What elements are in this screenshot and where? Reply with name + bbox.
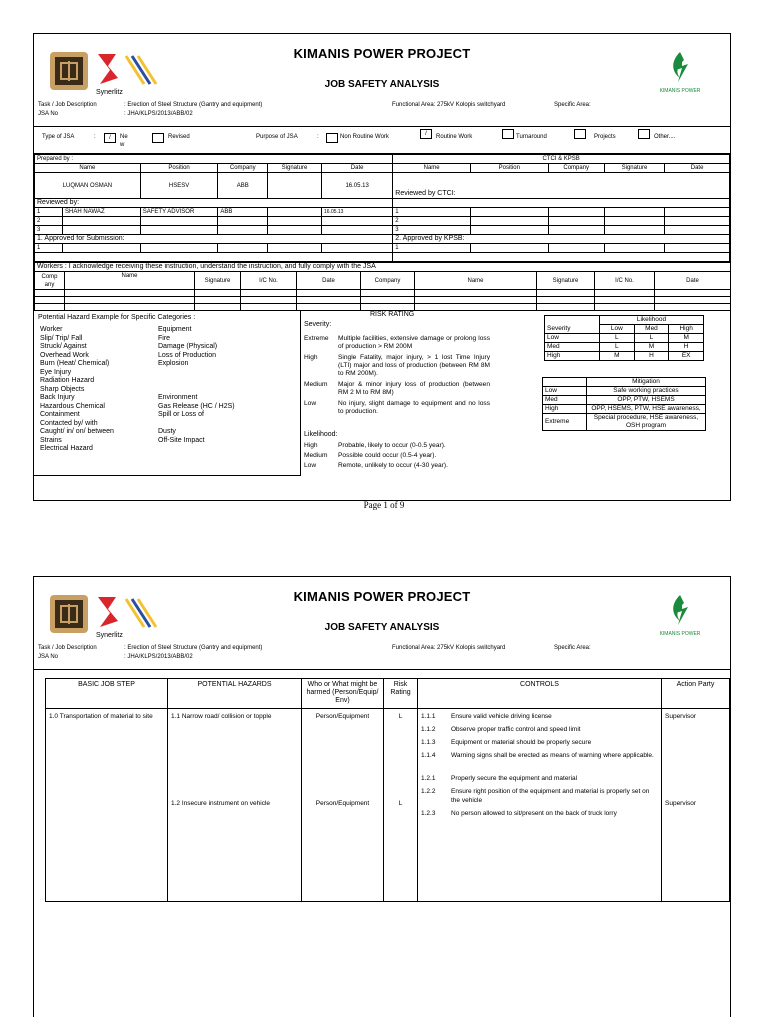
mitigation-text: OPP, PTW, HSEMS [587,396,706,405]
action-party: Supervisor [665,713,697,720]
hazard-example [158,369,298,378]
synerlitz-logo-text: Synerlitz [96,89,123,96]
matrix-title: Likelihood [600,316,704,325]
workers-col-name2: Name [415,272,537,290]
review-row [35,208,730,217]
matrix-col: High [669,325,704,334]
matrix-cell: L [600,334,635,343]
risk-rating: L [398,800,403,807]
likelihood-description: Possible could occur (0.5-4 year). [338,452,437,459]
likelihood-level: Low [304,462,317,469]
mitigation-level: Med [543,396,587,405]
hazard-example: Slip/ Trip/ Fall [40,334,83,342]
control-text: Properly secure the equipment and material [451,775,578,782]
purpose-label: Purpose of JSA [256,134,298,140]
hazard-example: Struck/ Against [40,343,87,350]
control-number: 1.1.3 [421,739,436,746]
prepared-signature[interactable] [268,173,322,199]
ctci-col-signature: Signature [604,164,664,173]
matrix-col: Med [634,325,669,334]
page-title: KIMANIS POWER PROJECT [293,46,471,61]
mitigation-text: Special procedure, HSE awareness, OSH program [587,414,706,431]
control-text: Warning signs shall be erected as means of warning where applicable. [451,752,654,759]
control-number: 1.1.2 [421,726,436,733]
hazard-example: Worker [40,326,63,333]
severity-level: Low [304,400,317,407]
hazard-example: Hazardous Chemical [40,402,105,410]
task-label: Task / Job Description [38,102,97,108]
matrix-row [545,334,704,343]
mitigation-row [543,387,706,396]
page-number: Page 1 of 9 [363,500,405,510]
matrix-row-label: High [545,352,600,361]
hazard-example: Loss of Production [158,351,216,359]
control-text: Ensure right position of the equipment and material is properly set on the vehicle [451,788,650,804]
kimanis-logo-text: KIMANIS POWER [659,631,701,637]
mitigation-row [543,414,706,431]
matrix-cell: M [669,334,704,343]
hazard-example: Sharp Objects [40,385,85,393]
job-step: 1.0 Transportation of material to site [46,709,168,902]
control-number: 1.2.2 [421,788,436,795]
control-item [421,809,658,818]
jsa-no-value: : JHA/KLPS/2013/ABB/02 [124,111,193,117]
purpose-colon: : [317,134,319,140]
approved-submission-label: 1. Approved for Submission: [35,235,393,244]
type-colon: : [94,134,96,140]
hazard-risk-section [34,311,730,483]
synerlitz-logo-text: Synerlitz [96,632,123,639]
mitigation-level: High [543,405,587,414]
mitigation-level: Low [543,387,587,396]
hazard-example: Strains [40,436,62,444]
non-routine-checkbox[interactable] [326,133,338,143]
kimanis-logo-text: KIMANIS POWER [659,88,701,94]
control-text: Observe proper traffic control and speed limit [451,726,581,733]
review-row-num: 2 [35,217,63,226]
matrix-col: Low [600,325,635,334]
who-harmed: Person/Equipment [315,713,370,720]
rating-row [304,400,490,416]
header-risk-rating: Risk Rating [384,679,418,709]
col-company: Company [218,164,268,173]
control-text: No person allowed to sit/present on the back of truck lorry [451,810,617,817]
severity-label: Severity: [304,321,332,328]
rating-row [304,335,490,351]
hazard-example: Spill or Loss of [158,411,204,418]
page-subtitle: JOB SAFETY ANALYSIS [324,79,440,90]
matrix-row-label: Low [545,334,600,343]
workers-col-ic2: I/C No. [595,272,655,290]
kimanis-power-logo [650,48,710,98]
hazard-example: Contacted by/ with [40,419,98,427]
workers-col-company2: Company [361,272,415,290]
functional-area: Functional Area: 275kV Kolopis switchyard [392,102,506,108]
ctci-row-num: 3 [393,226,471,235]
control-item [421,738,658,747]
hazard-example: Damage (Physical) [158,343,218,350]
mitigation-text: OPP, HSEMS, PTW, HSE awareness, [587,405,706,414]
hazard-item: 1.2 Insecure instrument on vehicle [171,800,270,807]
matrix-cell: M [634,343,669,352]
workers-table [34,262,731,311]
ctci-kpsb-label: CTCI & KPSB [393,155,730,164]
ctci-row-num: 2 [393,217,471,226]
non-routine-label: Non Routine Work [340,134,389,140]
review-row [35,226,730,235]
mitigation-text: Safe working practices [587,387,706,396]
routine-checkbox[interactable] [420,129,432,139]
severity-level: High [304,354,318,361]
header-controls: CONTROLS [418,679,662,709]
hazard-example: Containment [40,411,80,418]
likelihood-level: High [304,442,318,449]
projects-checkbox[interactable] [574,129,586,139]
mitigation-table [542,377,706,431]
workers-col-signature2: Signature [537,272,595,290]
review-row-num: 3 [35,226,63,235]
control-number: 1.2.3 [421,810,436,817]
prepared-name: LUQMAN OSMAN [35,173,141,199]
functional-area: Functional Area: 275kV Kolopis switchyard [392,645,506,651]
mitigation-row [543,396,706,405]
worker-hazard-list [40,326,158,454]
hazard-item: 1.1 Narrow road/ collision or topple [171,713,272,720]
job-info-bar [34,643,730,670]
hazard-example: Gas Release (HC / H2S) [158,402,235,410]
matrix-cell: EX [669,352,704,361]
risk-heading: RISK RATING [370,311,415,318]
type-new-mark: / [109,135,111,141]
hazard-example: Caught/ in/ on/ between [40,428,114,435]
likelihood-description: Probable, likely to occur (0-0.5 year). [338,442,446,449]
likelihood-level: Medium [304,452,328,459]
col-position: Position [140,164,218,173]
hazard-example [158,377,298,386]
task-value: : Erection of Steel Structure (Gantry and equipment) [124,102,263,108]
matrix-cell: L [634,334,669,343]
jsa-no-label: JSA No [38,111,59,117]
jsa-type-row [34,127,730,154]
type-revised-checkbox[interactable] [152,133,164,143]
hazard-example: Off-Site Impact [158,436,205,444]
hazard-example: Equipment [158,326,192,333]
control-item [421,751,658,760]
ctci-col-name: Name [393,164,471,173]
review-row [35,217,730,226]
hazard-example: Electrical Hazard [40,445,93,452]
approved-row-num: 1 [35,244,63,253]
turnaround-checkbox[interactable] [502,129,514,139]
severity-list [304,335,490,419]
workers-col-signature: Signature [195,272,241,290]
control-number: 1.1.1 [421,713,436,720]
matrix-cell: H [634,352,669,361]
ctci-row-num: 1 [393,208,471,217]
severity-description: Multiple facilities, extensive damage or prolong loss of production > RM 200M [338,335,490,350]
routine-label: Routine Work [436,134,473,140]
action-party-cell [662,709,730,902]
hazard-example: Back Injury [40,394,75,401]
ctci-col-position: Position [470,164,548,173]
review-row-num: 1 [35,208,63,217]
jsa-no-label: JSA No [38,654,59,660]
workers-col-company: Comp any [35,272,65,290]
header-potential-hazards: POTENTIAL HAZARDS [168,679,302,709]
routine-mark: / [425,131,427,137]
rating-row [304,354,490,378]
control-text: Ensure valid vehicle driving license [451,713,552,720]
control-number: 1.2.1 [421,775,436,782]
rating-row [304,461,514,471]
other-checkbox[interactable] [638,129,650,139]
col-date: Date [322,164,393,173]
control-item [421,712,658,721]
prepared-company: ABB [218,173,268,199]
task-label: Task / Job Description [38,645,97,651]
hazard-example: Dusty [158,428,176,435]
severity-description: Single Fatality, major injury, > 1 lost Time Injury (LTI) major and loss of production (between RM 8M to RM 200M). [338,354,490,377]
matrix-cell: M [600,352,635,361]
type-new-checkbox[interactable] [104,133,116,143]
risk-cell [384,709,418,902]
control-item [421,725,658,734]
matrix-row-label: Med [545,343,600,352]
prepared-by-label: Prepared by : [35,155,393,164]
other-label: Other.... [654,134,676,140]
job-info-bar [34,100,730,127]
jsa-steps-table [45,678,730,902]
prepared-date: 16.05.13 [322,173,393,199]
risk-rating-box [304,311,724,481]
matrix-cell: L [600,343,635,352]
action-party: Supervisor [665,800,697,807]
specific-area: Specific Area: [554,102,591,108]
header-action-party: Action Party [662,679,730,709]
control-item [421,787,658,805]
type-new-label: Ne [120,134,128,140]
workers-col-ic: I/C No. [241,272,297,290]
workers-col-date: Date [297,272,361,290]
equipment-hazard-list [158,326,298,445]
risk-rating: L [398,713,403,720]
type-revised-label: Revised [168,134,190,140]
type-label: Type of JSA [42,134,75,140]
review-position: SAFETY ADVISOR [140,208,218,217]
matrix-row [545,352,704,361]
review-company: ABB [218,208,268,217]
hazard-example: Burn (Heat/ Chemical) [40,360,110,367]
prepared-position: HSESV [140,173,218,199]
hazard-example: Radiation Hazard [40,377,95,384]
likelihood-list [304,441,514,471]
hazards-cell [168,709,302,902]
task-value: : Erection of Steel Structure (Gantry and equipment) [124,645,263,651]
type-new-label-w: w [120,142,125,148]
hazard-example [158,420,298,429]
rating-row [304,381,490,397]
workers-ack: Workers : I acknowledge receiving these instruction, understand the instruction, and fully comply with the JSA [35,263,731,272]
matrix-cell: H [669,343,704,352]
col-name: Name [35,164,141,173]
control-number: 1.1.4 [421,752,436,759]
approved-kpsb-row-num: 1 [393,244,471,253]
mitigation-level: Extreme [543,414,587,431]
signoff-table [34,154,730,262]
control-text: Equipment or material should be properly secure [451,739,592,746]
jsa-no-value: : JHA/KLPS/2013/ABB/02 [124,654,193,660]
hazard-example: Fire [158,334,171,342]
review-signature[interactable] [268,208,322,217]
hazard-example: Explosion [158,360,189,367]
workers-col-date2: Date [655,272,731,290]
hazard-example: Overhead Work [40,351,89,359]
header-who-harmed: Who or What might be harmed (Person/Equip/ Env) [302,679,384,709]
col-signature: Signature [268,164,322,173]
rating-row [304,441,514,451]
page-subtitle: JOB SAFETY ANALYSIS [324,622,440,633]
reviewed-by-ctci: Reviewed by CTCI: [393,173,730,199]
controls-cell [418,709,662,902]
mitigation-row [543,405,706,414]
jsa-page-1 [33,33,731,501]
matrix-row [545,343,704,352]
hazard-examples-box [34,311,301,476]
specific-area: Specific Area: [554,645,591,651]
controls-group-1 [421,712,658,760]
hazard-example: Environment [158,394,198,401]
ctci-col-company: Company [548,164,604,173]
hazard-example [158,386,298,395]
severity-level: Extreme [304,335,329,342]
severity-description: No injury, slight damage to equipment and no loss to production. [338,400,490,415]
likelihood-description: Remote, unlikely to occur (4-30 year). [338,462,448,469]
review-date: 16.05.13 [322,208,393,217]
review-name: SHAH NAWAZ [63,208,141,217]
header-job-step: BASIC JOB STEP [46,679,168,709]
workers-col-name: Name [65,272,195,290]
likelihood-label: Likelihood: [304,431,338,438]
kimanis-power-logo [650,591,710,641]
control-item [421,774,658,783]
turnaround-label: Turnaround [516,134,547,140]
page-header [34,34,730,100]
rating-row [304,451,514,461]
controls-group-2 [421,774,658,818]
page-header [34,577,730,643]
who-harmed: Person/Equipment [315,800,370,807]
hazard-heading: Potential Hazard Example for Specific Categories : [38,314,196,321]
severity-level: Medium [304,381,328,388]
projects-label: Projects [594,134,616,140]
page-title: KIMANIS POWER PROJECT [293,589,471,604]
approved-kpsb-label: 2. Approved by KPSB: [393,235,730,244]
severity-description: Major & minor injury loss of production (between RM 2 M to RM 8M) [338,381,490,396]
matrix-severity-label: Severity [545,316,600,334]
mitigation-title: Mitigation [587,378,706,387]
reviewed-by-label: Reviewed by: [35,199,393,208]
risk-matrix [544,315,704,361]
hazard-example: Eye Injury [40,368,72,376]
ctci-col-date: Date [665,164,730,173]
who-harmed-cell [302,709,384,902]
